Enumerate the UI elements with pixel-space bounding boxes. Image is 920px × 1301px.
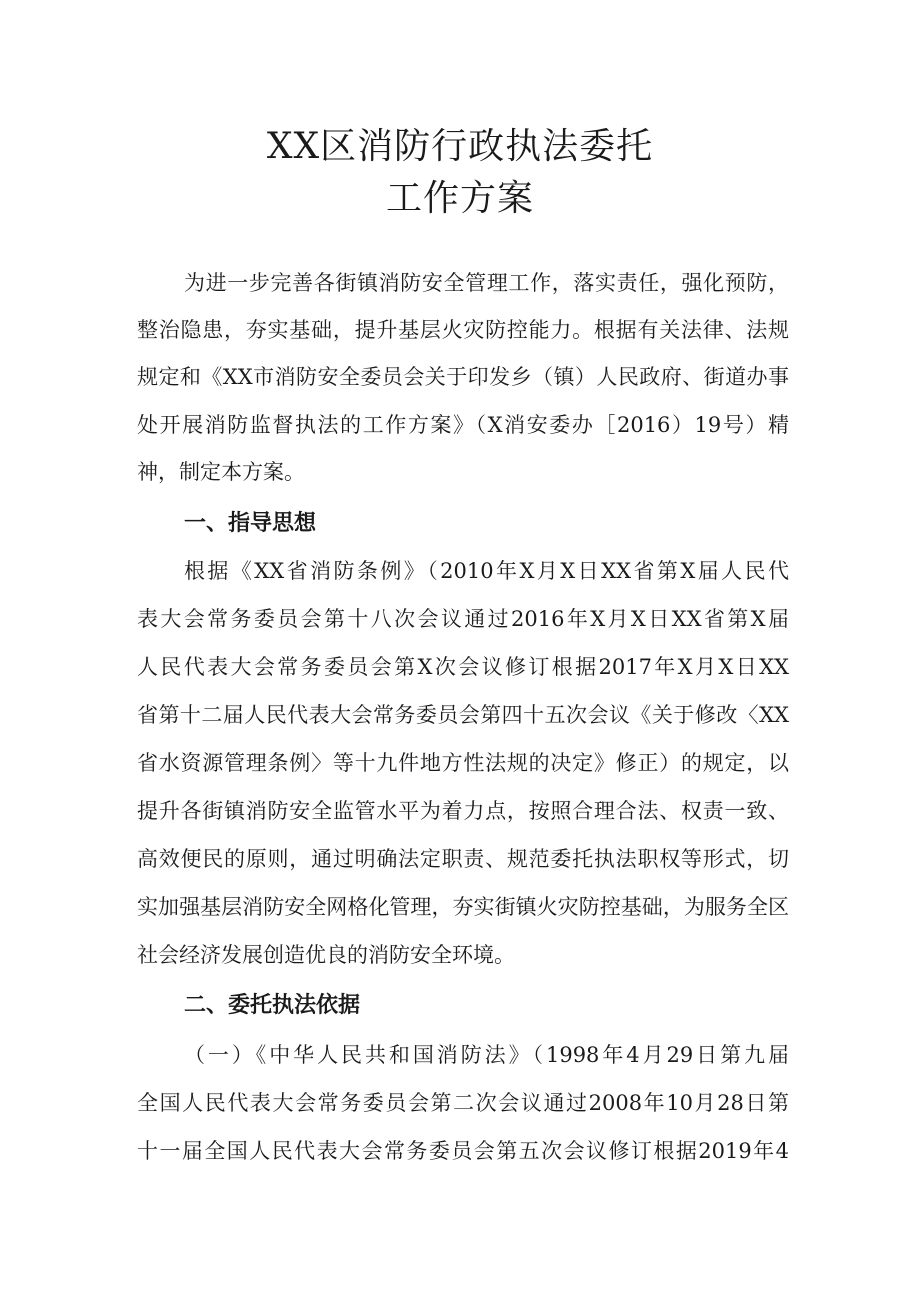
section1-line: 根据《XX省消防条例》（2010年X月X日XX省第X届人民代	[184, 559, 789, 583]
section1-line: 人民代表大会常务委员会第X次会议修订根据2017年X月X日XX	[137, 655, 789, 679]
section1-line: 省水资源管理条例〉等十九件地方性法规的决定》修正）的规定，以	[137, 751, 789, 775]
section2-line: （一）《中华人民共和国消防法》（1998年4月29日第九届	[184, 1043, 789, 1067]
intro-line: 整治隐患，夯实基础，提升基层火灾防控能力。根据有关法律、法规	[137, 318, 789, 342]
section1-line: 表大会常务委员会第十八次会议通过2016年X月X日XX省第X届	[137, 607, 789, 631]
document-title-line-1: XX区消防行政执法委托	[266, 126, 654, 167]
intro-line: 神，制定本方案。	[137, 460, 305, 484]
section1-line: 提升各街镇消防安全监管水平为着力点，按照合理合法、权责一致、	[137, 799, 789, 823]
section1-line: 省第十二届人民代表大会常务委员会第四十五次会议《关于修改〈XX	[137, 703, 789, 727]
section2-line: 全国人民代表大会常务委员会第二次会议通过2008年10月28日第	[137, 1091, 789, 1115]
intro-line: 规定和《XX市消防安全委员会关于印发乡（镇）人民政府、街道办事	[137, 365, 789, 389]
section1-line: 实加强基层消防安全网格化管理，夯实街镇火灾防控基础，为服务全区	[137, 895, 789, 919]
section1-line: 社会经济发展创造优良的消防安全环境。	[137, 943, 515, 967]
section-heading-guiding-ideology: 一、指导思想	[184, 511, 317, 536]
section-heading-delegation-basis: 二、委托执法依据	[184, 993, 361, 1018]
section2-line: 十一届全国人民代表大会常务委员会第五次会议修订根据2019年4	[137, 1139, 789, 1163]
section1-line: 高效便民的原则，通过明确法定职责、规范委托执法职权等形式，切	[137, 847, 789, 871]
intro-line: 处开展消防监督执法的工作方案》（X消安委办［2016）19号）精	[137, 413, 789, 437]
document-title-line-2: 工作方案	[385, 178, 534, 219]
intro-line: 为进一步完善各街镇消防安全管理工作，落实责任，强化预防，	[184, 271, 789, 295]
